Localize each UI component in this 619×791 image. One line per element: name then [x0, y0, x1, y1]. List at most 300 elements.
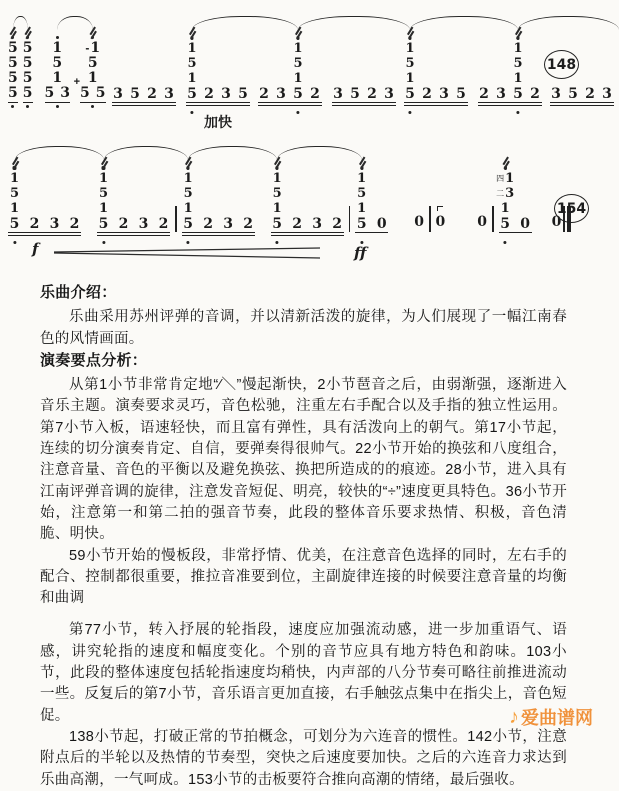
note-group — [496, 170, 532, 238]
beamed-notes — [97, 170, 170, 232]
beamed-notes — [182, 170, 255, 232]
notation-digit: 5 — [22, 40, 33, 57]
chord-row — [273, 171, 282, 186]
notation-digit: 2 — [332, 216, 342, 232]
barline — [175, 206, 177, 232]
octave-dot — [56, 105, 59, 108]
notation-digit: 1 — [98, 200, 109, 216]
notation-digit: 5 — [183, 185, 193, 201]
octave-dot — [91, 36, 94, 39]
octave-dot — [26, 105, 29, 108]
intro-heading: 乐曲介绍： — [40, 284, 117, 301]
notation-digit: 1 — [272, 170, 282, 186]
notation-digit: 5 — [8, 40, 18, 57]
note-group — [550, 87, 614, 108]
notation-digit: 1 — [293, 70, 303, 86]
beam-lines — [8, 231, 81, 238]
notation-digit: 1 — [183, 170, 193, 186]
notation-digit: 5 — [95, 85, 106, 102]
notation-digit: 1 — [500, 200, 510, 216]
beam-line — [550, 105, 614, 106]
note-group — [182, 170, 255, 238]
octave-dot — [190, 111, 193, 114]
notation-cells — [8, 28, 612, 108]
note — [292, 217, 303, 231]
spacer — [542, 107, 550, 108]
rest-note — [477, 213, 487, 231]
chord-row — [23, 71, 33, 86]
notation-digit: 0 — [435, 214, 446, 230]
notation-digit: 1 — [187, 40, 197, 56]
note-group — [112, 87, 176, 108]
note — [183, 170, 194, 232]
watermark — [509, 704, 593, 730]
notation-digit: 2 — [158, 216, 169, 232]
note — [333, 87, 344, 101]
tremolo-mark — [502, 156, 508, 164]
beam-line — [332, 105, 396, 106]
beamed-notes — [8, 170, 81, 232]
music-note-icon: ♪ — [509, 706, 519, 728]
notation-digit: 5 — [8, 85, 18, 102]
notation-digit: 1 — [357, 170, 367, 186]
chord-stack — [187, 27, 196, 86]
notation-digit: 5 — [500, 216, 510, 232]
octave-dot — [296, 36, 299, 39]
chord-row — [357, 171, 366, 186]
beam-line — [182, 232, 255, 233]
note — [29, 217, 40, 231]
notation-digit: 3 — [223, 216, 233, 232]
notation-digit: 5 — [80, 85, 90, 102]
tremolo-mark — [274, 156, 280, 164]
chord-row — [187, 71, 196, 86]
note — [530, 87, 541, 101]
chord-row — [273, 186, 282, 201]
chord-row — [513, 56, 522, 71]
note — [276, 87, 287, 101]
chord-column — [8, 27, 18, 108]
beam-line — [97, 232, 170, 233]
chord-row — [357, 201, 366, 216]
octave-dot — [408, 36, 411, 39]
note — [203, 217, 214, 231]
beam-line — [186, 102, 250, 103]
chord-row — [23, 41, 33, 56]
note-group — [258, 40, 322, 108]
beam-line — [97, 235, 170, 236]
octave-dot — [13, 166, 16, 169]
note — [113, 87, 124, 101]
notation-digit: 1 — [272, 200, 282, 216]
note — [456, 87, 467, 101]
chord-row — [496, 186, 514, 201]
notation-digit: 1 — [513, 70, 523, 86]
beam-line — [182, 235, 255, 236]
analysis-heading: 演奏要点分析： — [40, 351, 148, 369]
octave-dot — [187, 241, 190, 244]
note — [356, 170, 367, 232]
beam-line — [478, 105, 542, 106]
chord-row — [405, 71, 414, 86]
chord-row — [187, 41, 196, 56]
notation-digit: 5 — [272, 216, 282, 232]
beam-lines — [186, 101, 250, 108]
pick-mark — [437, 206, 443, 211]
chord-stack — [405, 27, 414, 86]
notation-line-2 — [8, 158, 592, 262]
beam-line — [258, 105, 322, 106]
note-group — [332, 87, 396, 108]
notation-digit: 2 — [29, 216, 40, 232]
chord-row — [23, 56, 33, 71]
note — [164, 87, 175, 101]
notation-digit: 5 — [350, 86, 360, 102]
chord-row — [293, 71, 302, 86]
notation-digit: 3 — [333, 86, 343, 102]
note-group — [478, 40, 542, 108]
technique-mark: + — [73, 76, 80, 88]
notation-digit: 3 — [384, 86, 394, 102]
chord-row — [405, 41, 414, 56]
notation-digit: 5 — [8, 70, 18, 87]
notation-digit: 2 — [118, 216, 129, 232]
note-pair — [45, 86, 71, 103]
beam-lines — [332, 101, 396, 108]
note-group — [404, 40, 468, 108]
octave-dot — [516, 36, 519, 39]
notation-digit: 1 — [9, 200, 20, 216]
spacer — [33, 107, 45, 108]
notation-digit: 1 — [9, 170, 20, 186]
octave-dot — [504, 241, 507, 244]
notation-digit: 5 — [356, 216, 367, 232]
notation-digit: 5 — [568, 86, 578, 102]
notation-digit: 5 — [513, 86, 523, 102]
note-group — [186, 40, 250, 108]
beamed-notes — [355, 170, 388, 232]
notation-digit: 1 — [405, 70, 415, 86]
note — [49, 217, 60, 231]
dynamic-marking: f — [32, 240, 39, 258]
text-content — [40, 282, 567, 791]
beam-line — [550, 102, 614, 103]
tremolo-mark — [11, 156, 17, 164]
notation-digit: 3 — [602, 86, 612, 102]
beam-lines — [182, 231, 255, 238]
notation-digit: 2 — [479, 86, 489, 102]
beam-line — [112, 105, 176, 106]
note — [69, 217, 80, 231]
note — [223, 217, 234, 231]
note — [332, 217, 343, 231]
chord-row — [88, 71, 98, 86]
notation-digit: 5 — [9, 185, 20, 201]
notation-digit: 5 — [52, 55, 63, 72]
notation-digit: 2 — [147, 86, 157, 102]
octave-dot — [296, 111, 299, 114]
chord-row — [52, 71, 62, 86]
note-group — [97, 170, 170, 238]
chord-row — [8, 71, 18, 86]
notation-digit: 0 — [520, 216, 530, 232]
chord-row — [99, 171, 108, 186]
note — [551, 87, 562, 101]
chord-row — [10, 201, 19, 216]
notation-digit: 5 — [87, 55, 98, 72]
notation-digit: 1 — [187, 70, 197, 86]
spacer — [250, 107, 258, 108]
analysis-paragraph-3: 第77小节，转入抒展的轮指段，速度应加强流动感，进一步加重语气、语感，讲究轮指的速度和幅度变化。个别的音节应具有地方特色和韵味。103小节，此段的整体速度包括轮指速度均稍快，内声部的八分节奏可略往前推进流动一些。反复后的第7小节，音乐语言更加直接，右手触弦点集中在指尖上，音色短促。 — [40, 622, 567, 724]
beam-line — [8, 235, 81, 236]
notation-digit: 3 — [49, 216, 60, 232]
beamed-notes — [258, 40, 322, 102]
note — [9, 170, 20, 232]
note — [204, 87, 215, 101]
chord-stack — [10, 157, 19, 216]
notation-digit: 5 — [22, 55, 33, 72]
tremolo-mark — [515, 26, 521, 34]
chord-stack — [184, 157, 193, 216]
notation-digit: 2 — [243, 216, 253, 232]
notation-digit: 3 — [276, 86, 286, 102]
chord-row — [184, 186, 193, 201]
note — [602, 87, 613, 101]
chord-row — [405, 56, 414, 71]
notation-digit: 5 — [293, 55, 303, 71]
notation-digit: 3 — [312, 216, 322, 232]
note — [496, 170, 515, 232]
octave-dot — [408, 111, 411, 114]
chord-row — [52, 56, 62, 71]
tremolo-mark — [407, 26, 413, 34]
chord-column — [23, 27, 33, 108]
notation-digit: 5 — [8, 55, 18, 72]
chord-stack — [496, 157, 514, 216]
note — [405, 40, 416, 102]
watermark-text: 爱曲谱网 — [521, 708, 593, 728]
chord-row — [184, 171, 193, 186]
note-pair — [80, 86, 106, 103]
note — [496, 87, 507, 101]
beam-line — [8, 232, 81, 233]
notation-digit: 5 — [405, 86, 415, 102]
notation-line-1 — [8, 28, 612, 130]
notation-digit: 2 — [204, 86, 214, 102]
notation-digit: 1 — [87, 70, 98, 87]
chord-stack — [293, 27, 302, 86]
notation-digit: 5 — [187, 55, 197, 71]
notation-digit: 5 — [238, 86, 248, 102]
beam-line — [186, 105, 250, 106]
notation-digit: 5 — [22, 70, 33, 87]
chord-row — [10, 171, 19, 186]
string-label: 四 — [496, 173, 505, 183]
chord-row — [513, 41, 522, 56]
beam-line — [499, 232, 532, 233]
chord-row — [293, 41, 302, 56]
beam-lines — [97, 231, 170, 238]
notation-digit: 1 — [505, 170, 515, 186]
octave-dot — [91, 105, 94, 108]
notation-digit: 3 — [439, 86, 449, 102]
notation-digit: 0 — [414, 214, 424, 230]
crescendo-hairpin — [54, 246, 320, 258]
notation-digit: 5 — [98, 216, 109, 232]
notation-digit: 1 — [357, 200, 367, 216]
notation-digit: 5 — [513, 55, 523, 71]
note — [221, 87, 232, 101]
note — [376, 217, 387, 231]
spacer — [532, 237, 552, 238]
notation-digit: 3 — [138, 216, 149, 232]
chord-row — [293, 56, 302, 71]
chord-stack — [273, 157, 282, 216]
notation-digit: 5 — [405, 55, 415, 71]
notation-digit: 5 — [130, 86, 140, 102]
note — [272, 170, 283, 232]
note — [147, 87, 158, 101]
tempo-label: 加快 — [204, 114, 232, 130]
chord-row — [187, 56, 196, 71]
chord-stack — [513, 27, 522, 86]
intro-paragraph: 乐曲采用苏州评弹的音调，并以清新活泼的旋律，为人们展现了一幅江南春色的风情画面。 — [40, 309, 567, 347]
notation-digit: 2 — [585, 86, 595, 102]
notation-digit: 1 — [513, 40, 523, 56]
note — [243, 217, 254, 231]
spacer — [445, 237, 477, 238]
note — [238, 87, 249, 101]
beam-lines — [271, 231, 344, 238]
notation-digit: 5 — [293, 86, 303, 102]
beam-lines — [355, 231, 388, 238]
chord-row — [52, 41, 62, 56]
rest-note — [436, 213, 446, 231]
notation-digit: 3 — [60, 85, 70, 102]
octave-dot — [102, 241, 105, 244]
chord-row — [8, 41, 18, 56]
beamed-notes — [332, 87, 396, 101]
note-group — [8, 170, 81, 238]
beam-line — [355, 232, 388, 233]
beam-line — [332, 102, 396, 103]
chord-row — [501, 201, 510, 216]
beam-line — [271, 235, 344, 236]
tremolo-mark — [185, 156, 191, 164]
octave-dot — [516, 111, 519, 114]
chord-row — [8, 56, 18, 71]
note — [513, 40, 524, 102]
notation-digit: 2 — [259, 86, 269, 102]
beamed-notes — [271, 170, 344, 232]
notation-digit: 1 — [293, 40, 303, 56]
notation-digit: 3 — [496, 86, 506, 102]
rest-note — [414, 213, 424, 231]
measure-number-badge: 148 — [544, 50, 579, 79]
octave-dot — [11, 105, 14, 108]
note-group — [355, 170, 388, 238]
octave-dot — [190, 36, 193, 39]
note — [568, 87, 579, 101]
tremolo-mark — [295, 26, 301, 34]
chord-row — [99, 201, 108, 216]
tremolo-mark — [359, 156, 365, 164]
tie-dash: - — [85, 41, 90, 56]
tremolo-mark — [189, 26, 195, 34]
notation-digit: 2 — [203, 216, 213, 232]
barline — [349, 206, 351, 232]
chord-column — [44, 36, 80, 108]
beam-lines — [478, 101, 542, 108]
notation-digit: 2 — [367, 86, 377, 102]
analysis-paragraph-4: 138小节起，打破正常的节拍概念，可划分为六连音的惯性。142小节，注意附点后的半轮以及热情的节奏型，突快之后速度要加快。之后的六连音力求达到乐曲高潮，一气呵成。153小节的击板要符合推向高潮的情绪，最后强收。 — [40, 728, 567, 788]
notation-digit: 5 — [44, 85, 55, 102]
notation-digit: 2 — [530, 86, 540, 102]
octave-dot — [56, 36, 59, 39]
notation-digit: 5 — [22, 85, 33, 102]
notation-digit: 5 — [187, 86, 197, 102]
note — [158, 217, 169, 231]
spacer — [81, 237, 97, 238]
notation-digit: 5 — [456, 86, 466, 102]
note — [138, 217, 149, 231]
octave-dot — [360, 166, 363, 169]
notation-digit: 2 — [292, 216, 302, 232]
tremolo-mark — [100, 156, 106, 164]
analysis-paragraph-1: 从第1小节非常肯定地“∕＼”慢起渐快，2小节琶音之后，由弱渐强，逐渐进入音乐主题。演奏要求灵巧，音色松驰，注重左右手配合以及手指的独立性运用。第7小节入板，语速轻快，而且富有弹性，具有活泼向上的朝气。第17小节起，连续的切分演奏肯定、自信，要弹奏得很帅气。22小节开始的换弦和八度组合，注意音量、音色的平衡以及避免换弦、换把所造成的的痕迹。28小节，进入具有江南评弹音调的旋律，注意发音短促、明亮，较快的“÷”速度更具特色。36小节开始，注意第一和第二拍的强音节奏，此段的整体音乐要求热情、积极，音色清脆、明快。 — [40, 377, 567, 543]
notation-digit: 5 — [98, 185, 109, 201]
notation-digit: 1 — [183, 200, 193, 216]
notation-digit: 0 — [551, 214, 562, 230]
notation-digit: 1 — [52, 40, 63, 57]
beamed-notes — [404, 40, 468, 102]
notation-digit: 3 — [113, 86, 123, 102]
note — [98, 170, 109, 232]
beam-line — [404, 102, 468, 103]
octave-dot — [504, 166, 507, 169]
chord-row — [85, 41, 100, 56]
beam-line — [271, 232, 344, 233]
notation-digit: 0 — [376, 216, 387, 232]
notation-digit: 1 — [405, 40, 415, 56]
chord-row — [184, 201, 193, 216]
notation-digit: 2 — [310, 86, 320, 102]
notation-digit: 3 — [221, 86, 231, 102]
notation-digit: 5 — [357, 185, 367, 201]
dynamic-marking: ff — [354, 244, 367, 262]
chord-row — [99, 186, 108, 201]
notation-digit: 0 — [477, 214, 488, 230]
chord-stack — [357, 157, 366, 216]
note — [367, 87, 378, 101]
analysis-paragraph-2: 59小节开始的慢板段，非常抒情、优美，在注意音色选择的同时，左右手的配合、控制都很重要，推拉音准要到位，主副旋律连接的时候要注意音量的均衡和曲调 — [40, 547, 567, 607]
beam-line — [478, 102, 542, 103]
chord-row — [10, 186, 19, 201]
note — [384, 87, 395, 101]
notation-digit: 1 — [52, 70, 63, 87]
notation-digit: 3 — [164, 86, 174, 102]
chord-row — [273, 201, 282, 216]
measure-number-badge: 154 — [554, 194, 589, 223]
notation-digit: 1 — [90, 40, 101, 57]
notation-digit: 5 — [272, 185, 282, 201]
chord-row — [88, 56, 98, 71]
note — [439, 87, 450, 101]
octave-dot — [186, 166, 189, 169]
barline — [429, 206, 431, 232]
note — [585, 87, 596, 101]
chord-row — [23, 86, 33, 103]
